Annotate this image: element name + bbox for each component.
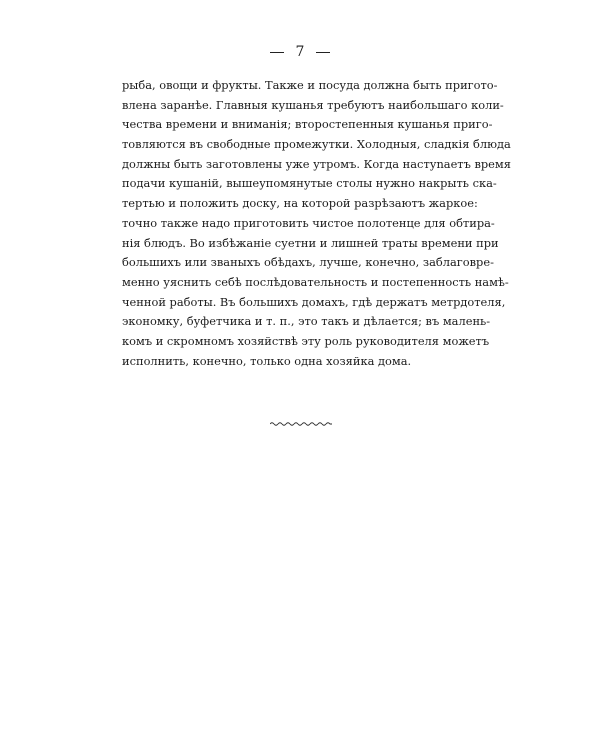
text-line: должны быть заготовлены уже утромъ. Когда настуnаетъ время [122,156,511,171]
text-line: товляются въ свободные промежутки. Холодныя, сладкія блюда [122,137,511,152]
text-line: экономку, буфетчика и т. п., это такъ и дѣлается; въ малень- [122,314,491,329]
left-dash [270,52,284,53]
text-line: комъ и скромномъ хозяйствѣ эту роль руководителя можетъ [122,333,490,348]
body-text [122,76,511,371]
wavy-rule-icon [270,421,332,427]
text-line: ченной работы. Въ большихъ домахъ, гдѣ держатъ метрдотеля, [122,294,506,309]
text-line: большихъ или званыхъ обѣдахъ, лучше, конечно, заблаговре- [122,255,494,270]
text-line: тертью и положить доску, на которой разрѣзаютъ жаркое: [122,196,478,211]
text-line: нія блюдъ. Во избѣжаніе суетни и лишней траты времени при [122,235,499,250]
page-header [0,44,600,60]
text-line: менно уяснить себѣ послѣдовательность и постепенность намѣ- [122,274,509,289]
text-line-last: исполнить, конечно, только одна хозяйка дома. [122,353,412,368]
text-line: подачи кушаній, вышеупомянутые столы нужно накрыть ска- [122,176,497,191]
text-line: рыба, овощи и фрукты. Также и посуда должна быть пригото- [122,78,498,92]
page-number: 7 [295,44,305,60]
right-dash [316,52,330,53]
text-line: влена заранѣе. Главныя кушанья требуютъ наибольшаго коли- [122,97,504,112]
text-line: точно также надо приготовить чистое полотенце для обтира- [122,215,495,230]
text-line: чества времени и вниманія; второстепенныя кушанья приго- [122,117,493,132]
